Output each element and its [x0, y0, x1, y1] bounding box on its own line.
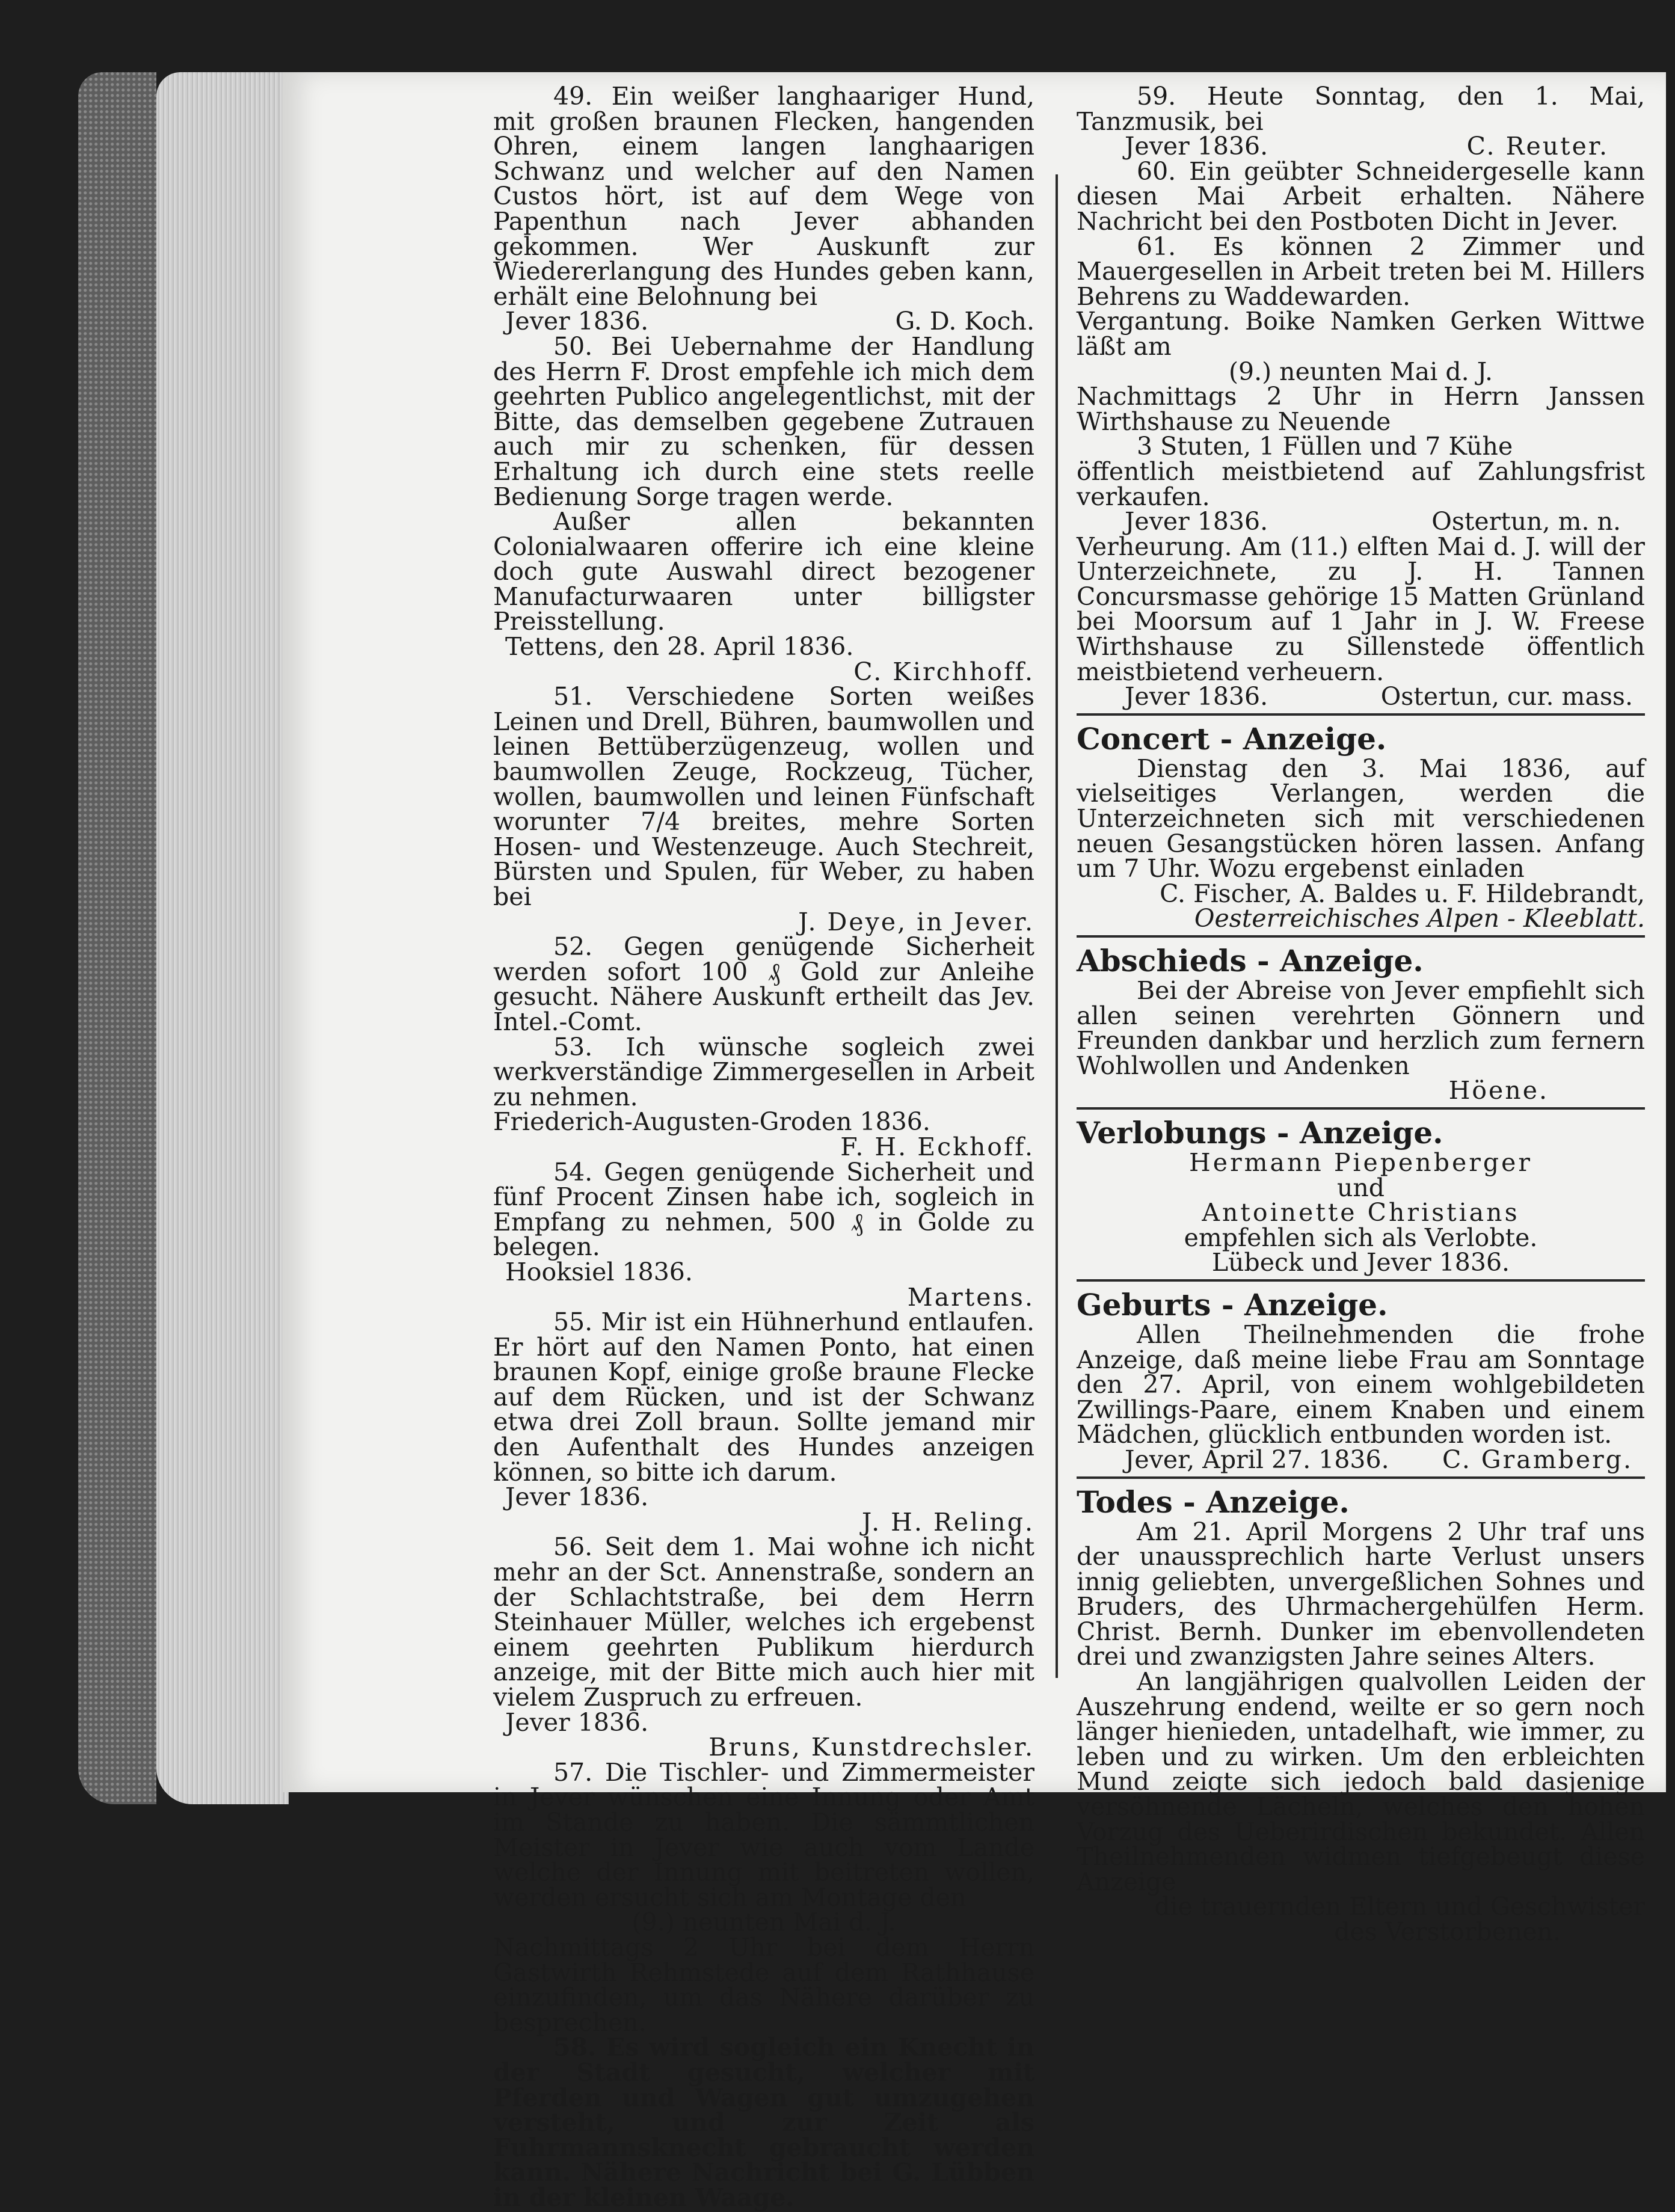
ad-54-text: 54. Gegen genügende Sicherheit und fünf Procent Zinsen habe ich, sogleich in Empfang zu nehmen, 500 ₰ in Golde zu belegen. [493, 1157, 1034, 1262]
todes-sign2: des Verstorbenen. [1334, 1917, 1561, 1946]
todes-text2: An langjährigen qualvollen Leiden der Auszehrung endend, weilte er so gern noch länger hienieden, untadelhaft, wie immer, zu leben und zu wirken. Um den erbleichten Mund zeigte sich jedoch bald dasjenige versöhnende Lächeln, welches den hohen Vorzug des Ueberirdischen bekundet. Allen Theilnehmenden widmen tiefgebeugt diese Anzeige [1077, 1667, 1645, 1896]
ad-53-place: Friederich-Augusten-Groden 1836. [493, 1107, 930, 1137]
verheurung-text: Verheurung. Am (11.) elften Mai d. J. will der Unterzeichnete, zu J. H. Tannen Concursmasse gehörige 15 Matten Grünland bei Moorsum auf 1 Jahr in J. W. Freese Wirthshause zu Sillenstede öffentlich meistbietend verheuern. [1077, 532, 1645, 686]
ad-58-text: 58. Es wird sogleich ein Knecht in der Stadt gesucht, welcher mit Pferden und Wagen gut umzugehen versteht, und zur Zeit als Fuhrmannsknecht gebraucht werden kann. Nähere Nachricht bei G. Lübben in der kleinen Waage. [493, 2033, 1034, 2212]
ad-56-text: 56. Seit dem 1. Mai wohne ich nicht mehr an der Sct. Annenstraße, sondern an der Schlachtstraße, bei dem Herrn Steinhauer Müller, welches ich ergebenst einem geehrten Publikum hierdurch anzeige, mit der Bitte mich auch hier mit vielem Zuspruch zu erfreuen. [493, 1532, 1034, 1712]
divider-concert [1077, 713, 1645, 716]
verlobung-name1: Hermann Piepenberger [1189, 1147, 1532, 1177]
ad-60-text: 60. Ein geübter Schneidergeselle kann diesen Mai Arbeit erhalten. Nähere Nachricht bei den Postboten Dicht in Jever. [1077, 156, 1645, 236]
ad-50-sign: C. Kirchhoff. [853, 657, 1034, 686]
divider-todes [1077, 1476, 1645, 1479]
verlobung-und: und [1336, 1173, 1385, 1202]
ad-55-text: 55. Mir ist ein Hühnerhund entlaufen. Er hört auf den Namen Ponto, hat einen braunen Kopf, einige große braune Flecke auf dem Rücken, und ist der Schwanz etwa drei Zoll braun. Sollte jemand mir den Aufenthalt des Hundes anzeigen können, so bitte ich darum. [493, 1307, 1034, 1487]
ad-53-text: 53. Ich wünsche sogleich zwei werkverständige Zimmergesellen in Arbeit zu nehmen. [493, 1032, 1034, 1111]
column-divider [1056, 174, 1058, 1678]
book-page-edges [156, 72, 289, 1804]
ad-50-text: 50. Bei Uebernahme der Handlung des Herrn F. Drost empfehle ich mich dem geehrten Publico angelegentlichst, mit der Bitte, das demselben gegebene Zutrauen auch mir zu schenken, für dessen Erhaltung ich durch eine stets reelle Bedienung Sorge tragen werde. [493, 331, 1034, 511]
concert-sign2: Oesterreichisches Alpen - Kleeblatt. [1194, 904, 1645, 933]
ad-55-sign: J. H. Reling. [861, 1507, 1034, 1537]
geburt-footer [1077, 1445, 1645, 1474]
ad-57-date: (9.) neunten Mai d. J. [632, 1908, 896, 1937]
geburt-sign: C. Gramberg. [1442, 1445, 1633, 1474]
divider-verlobung [1077, 1107, 1645, 1110]
verlobung-name2: Antoinette Christians [1202, 1198, 1520, 1227]
divider-abschied [1077, 935, 1645, 938]
ad-59-sign: C. Reuter. [1466, 132, 1609, 161]
ad-56-place: Jever 1836. [505, 1707, 649, 1737]
ad-55-place: Jever 1836. [505, 1482, 649, 1512]
ad-49-text: 49. Ein weißer langhaariger Hund, mit großen braunen Flecken, hangenden Ohren, einem langen langhaarigen Schwanz und welcher auf den Namen Custos hört, ist auf dem Wege von Papenthun nach Jever abhanden gekommen. Wer Auskunft zur Wiedererlangung des Hundes geben kann, erhält eine Belohnung bei [493, 82, 1034, 311]
abschied-sign: Höene. [1448, 1076, 1549, 1105]
ad-49-place [493, 309, 1034, 334]
vergantung-sign: Ostertun, m. n. [1431, 507, 1621, 536]
ad-50-text2: Außer allen bekannten Colonialwaaren offerire ich eine kleine doch gute Auswahl direct bezogener Manufacturwaaren unter billigster Preisstellung. [493, 507, 1034, 636]
ad-53-sign: F. H. Eckhoff. [840, 1132, 1034, 1161]
vergantung-text3: öffentlich meistbietend auf Zahlungsfrist verkaufen. [1077, 456, 1645, 511]
vergantung-place: Jever 1836. [1125, 507, 1268, 536]
verheurung-sign: Ostertun, cur. mass. [1380, 682, 1633, 711]
left-column [493, 84, 1034, 2210]
ad-61-text: 61. Es können 2 Zimmer und Mauergesellen in Arbeit treten bei M. Hillers Behrens zu Waddewarden. [1077, 232, 1645, 311]
vergantung-footer [1077, 509, 1645, 535]
ad-57-text: 57. Die Tischler- und Zimmermeister in Jever wünschen eine Innung oder Amt im Stande zu haben. Die sämmtlichen Meister in Jever wie auch vom Lande welche der Innung mit beitreten wollen, werden ersucht sich am Montage den [493, 1757, 1034, 1912]
vergantung-date: (9.) neunten Mai d. J. [1229, 357, 1493, 386]
vergantung-items: 3 Stuten, 1 Füllen und 7 Kühe [1137, 432, 1513, 461]
ad-52-text: 52. Gegen genügende Sicherheit werden sofort 100 ₰ Gold zur Anleihe gesucht. Nähere Auskunft ertheilt das Jev. Intel.-Comt. [493, 932, 1034, 1036]
divider-geburt [1077, 1279, 1645, 1282]
todes-title: Todes - Anzeige. [1077, 1484, 1350, 1520]
ad-57-text2: Nachmittags 2 Uhr bei dem Herrn Gastwirth Rehmstede auf dem Rathhause einzufinden, um das Nähere darüber zu besprechen. [493, 1932, 1034, 2037]
ad-54-sign: Martens. [907, 1282, 1034, 1312]
ad-56-sign: Bruns, Kunstdrechsler. [708, 1733, 1034, 1762]
abschied-text: Bei der Abreise von Jever empfiehlt sich allen seinen verehrten Gönnern und Freunden dankbar und herzlich zum fernern Wohlwollen und Andenken [1077, 976, 1645, 1080]
ad-49-sign: G. D. Koch. [895, 307, 1034, 336]
geburt-text: Allen Theilnehmenden die frohe Anzeige, daß meine liebe Frau am Sonntage den 27. April, von einem wohlgebildeten Zwillings-Paare, einem Knaben und einem Mädchen, glücklich entbunden worden ist. [1077, 1320, 1645, 1449]
ad-50-place: Tettens, den 28. April 1836. [505, 632, 854, 662]
todes-sign1: die trauernden Eltern und Geschwister [1154, 1892, 1645, 1922]
verheurung-place: Jever 1836. [1125, 682, 1268, 711]
right-column [1077, 84, 1645, 1945]
verlobung-title: Verlobungs - Anzeige. [1077, 1114, 1443, 1151]
geburt-place: Jever, April 27. 1836. [1125, 1445, 1389, 1474]
verlobung-place: Lübeck und Jever 1836. [1211, 1248, 1510, 1277]
ad-59-text: 59. Heute Sonntag, den 1. Mai, Tanzmusik, bei [1077, 82, 1645, 136]
book-edge-marbled [78, 72, 156, 1804]
ad-54-place: Hooksiel 1836. [505, 1257, 693, 1286]
concert-title: Concert - Anzeige. [1077, 720, 1387, 757]
concert-sign1: C. Fischer, A. Baldes u. F. Hildebrandt, [1160, 879, 1645, 908]
vergantung-text2: Nachmittags 2 Uhr in Herrn Janssen Wirthshause zu Neuende [1077, 382, 1645, 436]
verheurung-footer [1077, 684, 1645, 710]
ad-51-sign: J. Deye, in Jever. [798, 907, 1034, 936]
ad-51-text: 51. Verschiedene Sorten weißes Leinen und Drell, Bühren, baumwollen und leinen Bettüberzügenzeug, wollen und baumwollen Zeuge, Rockzeug, Tücher, wollen, baumwollen und leinen Fünfschaft worunter 7/4 breites, mehre Sorten Hosen- und Westenzeuge. Auch Stechreit, Bürsten und Spulen, für Weber, zu haben bei [493, 682, 1034, 911]
geburt-title: Geburts - Anzeige. [1077, 1286, 1388, 1323]
ad-59-footer [1077, 134, 1645, 159]
abschied-title: Abschieds - Anzeige. [1077, 943, 1424, 979]
ad-49-place-text: Jever 1836. [505, 307, 649, 336]
verlobung-text: empfehlen sich als Verlobte. [1184, 1223, 1538, 1252]
concert-text: Dienstag den 3. Mai 1836, auf vielseitiges Verlangen, werden die Unterzeichneten sich mit verschiedenen neuen Gesangstücken hören lassen. Anfang um 7 Uhr. Wozu ergebenst einladen [1077, 754, 1645, 883]
ad-59-place: Jever 1836. [1125, 132, 1268, 161]
todes-text: Am 21. April Morgens 2 Uhr traf uns der unaussprechlich harte Verlust unsers innig geliebten, unvergeßlichen Sohnes und Bruders, des Uhrmachergehülfen Herm. Christ. Bernh. Dunker im ebenvollendeten drei und zwanzigsten Jahre seines Alters. [1077, 1517, 1645, 1671]
vergantung-text: Vergantung. Boike Namken Gerken Wittwe läßt am [1077, 307, 1645, 361]
